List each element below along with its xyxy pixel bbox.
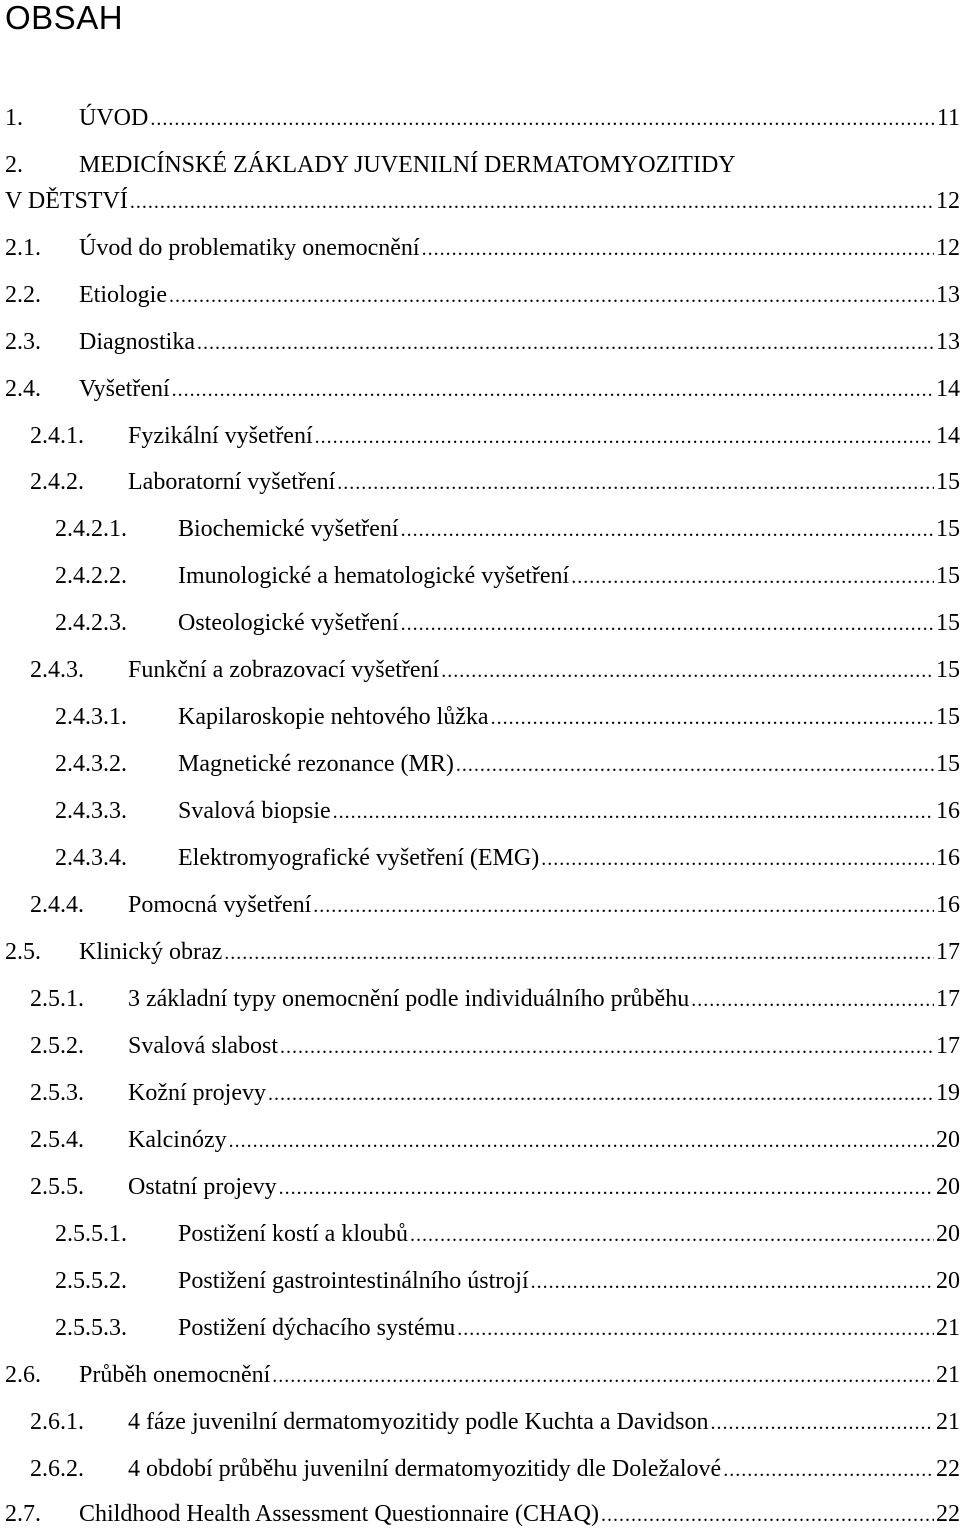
- toc-page: 21: [936, 1315, 960, 1341]
- toc-entry-2-6-2[interactable]: [0, 1454, 960, 1484]
- toc-label: Ostatní projevy: [128, 1174, 277, 1200]
- toc-number: 2.6.1.: [30, 1409, 84, 1435]
- toc-number: 2.4.2.2.: [55, 563, 127, 589]
- toc-entry-2-4-3-4[interactable]: [0, 843, 960, 873]
- toc-label: ÚVOD: [79, 105, 149, 131]
- toc-number: 2.4.2.3.: [55, 610, 127, 636]
- toc-number: 2.5.5.1.: [55, 1221, 127, 1247]
- dot-leader: [272, 1361, 934, 1391]
- toc-number: 2.5.: [5, 939, 41, 965]
- toc-entry-2-2[interactable]: [0, 280, 960, 310]
- toc-number: 2.4.3.4.: [55, 845, 127, 871]
- dot-leader: [130, 187, 934, 217]
- dot-leader: [268, 1079, 934, 1109]
- dot-leader: [197, 328, 934, 358]
- toc-entry-2-6-1[interactable]: [0, 1407, 960, 1437]
- dot-leader: [422, 234, 934, 264]
- dot-leader: [410, 1220, 934, 1250]
- toc-page: 15: [936, 657, 960, 683]
- dot-leader: [313, 891, 934, 921]
- toc-label: Svalová biopsie: [178, 798, 331, 824]
- toc-number: 2.5.4.: [30, 1127, 84, 1153]
- dot-leader: [280, 1032, 934, 1062]
- toc-entry-2-4-2-2[interactable]: [0, 561, 960, 591]
- toc-label: Pomocná vyšetření: [128, 892, 312, 918]
- toc-page: 20: [936, 1127, 960, 1153]
- toc-label: Biochemické vyšetření: [178, 516, 399, 542]
- toc-entry-2-4-1[interactable]: [0, 421, 960, 451]
- toc-page: 22: [936, 1456, 960, 1482]
- toc-number: 2.4.: [5, 376, 41, 402]
- toc-label: Funkční a zobrazovací vyšetření: [128, 657, 440, 683]
- toc-label: Postižení gastrointestinálního ústrojí: [178, 1268, 529, 1294]
- toc-number: 2.4.3.2.: [55, 751, 127, 777]
- toc-number: 2.6.: [5, 1362, 41, 1388]
- toc-number: 1.: [5, 105, 23, 131]
- toc-label: 4 fáze juvenilní dermatomyozitidy podle Kuchta a Davidson: [128, 1409, 709, 1435]
- toc-number: 2.4.3.1.: [55, 704, 127, 730]
- toc-label: Osteologické vyšetření: [178, 610, 399, 636]
- toc-label: Imunologické a hematologické vyšetření: [178, 563, 570, 589]
- toc-page: 20: [936, 1174, 960, 1200]
- toc-label: Vyšetření: [79, 376, 170, 402]
- dot-leader: [457, 1314, 934, 1344]
- dot-leader: [691, 985, 934, 1015]
- dot-leader: [172, 375, 934, 405]
- toc-entry-2-4-3-1[interactable]: [0, 702, 960, 732]
- toc-number: 2.4.3.3.: [55, 798, 127, 824]
- toc-number: 2.5.5.2.: [55, 1268, 127, 1294]
- toc-page: 14: [936, 376, 960, 402]
- toc-page: 17: [936, 939, 960, 965]
- toc-number: 2.2.: [5, 282, 41, 308]
- toc-entry-2-3[interactable]: [0, 327, 960, 357]
- toc-page: 21: [936, 1409, 960, 1435]
- toc-entry-1[interactable]: [0, 103, 960, 133]
- toc-label: Fyzikální vyšetření: [128, 423, 313, 449]
- toc-entry-2-4-2-1[interactable]: [0, 514, 960, 544]
- toc-label: 4 období průběhu juvenilní dermatomyozitidy dle Doležalové: [128, 1456, 722, 1482]
- toc-entry-2[interactable]: [0, 186, 960, 216]
- toc-entry-2-5-5-2[interactable]: [0, 1266, 960, 1296]
- toc-page: 15: [936, 751, 960, 777]
- dot-leader: [723, 1455, 934, 1485]
- toc-entry-2-7[interactable]: [0, 1499, 960, 1529]
- dot-leader: [279, 1173, 934, 1203]
- toc-label-line1: MEDICÍNSKÉ ZÁKLADY JUVENILNÍ DERMATOMYOZITIDY: [79, 152, 736, 178]
- toc-page: 20: [936, 1268, 960, 1294]
- dot-leader: [441, 656, 934, 686]
- toc-page: 16: [936, 798, 960, 824]
- toc-label: Kapilaroskopie nehtového lůžka: [178, 704, 489, 730]
- toc-entry-2-5-2[interactable]: [0, 1031, 960, 1061]
- dot-leader: [401, 609, 934, 639]
- dot-leader: [571, 562, 934, 592]
- toc-label: Laboratorní vyšetření: [128, 469, 336, 495]
- toc-label: Kalcinózy: [128, 1127, 227, 1153]
- toc-entry-2-5-1[interactable]: [0, 984, 960, 1014]
- toc-entry-2-4[interactable]: [0, 374, 960, 404]
- toc-number: 2.6.2.: [30, 1456, 84, 1482]
- dot-leader: [337, 468, 934, 498]
- dot-leader: [491, 703, 934, 733]
- toc-number: 2.4.2.1.: [55, 516, 127, 542]
- toc-label: V DĚTSTVÍ: [5, 188, 128, 214]
- dot-leader: [333, 797, 934, 827]
- toc-number: 2.3.: [5, 329, 41, 355]
- toc-entry-2-4-3[interactable]: [0, 655, 960, 685]
- toc-page: 15: [936, 563, 960, 589]
- toc-number: 2.4.3.: [30, 657, 84, 683]
- toc-label: Postižení kostí a kloubů: [178, 1221, 408, 1247]
- dot-leader: [711, 1408, 935, 1438]
- toc-label: Childhood Health Assessment Questionnaire (CHAQ): [79, 1501, 599, 1527]
- page-title: OBSAH: [5, 0, 124, 36]
- toc-entry-2-5-3[interactable]: [0, 1078, 960, 1108]
- toc-number: 2.5.2.: [30, 1033, 84, 1059]
- toc-page: 17: [936, 986, 960, 1012]
- dot-leader: [229, 1126, 934, 1156]
- toc-page: 13: [936, 282, 960, 308]
- dot-leader: [315, 422, 934, 452]
- toc-entry-2-5-5-1[interactable]: [0, 1219, 960, 1249]
- toc-page: 13: [936, 329, 960, 355]
- toc-entry-2-line1[interactable]: [0, 150, 960, 180]
- toc-page: 15: [936, 469, 960, 495]
- dot-leader: [531, 1267, 934, 1297]
- toc-number: 2.5.3.: [30, 1080, 84, 1106]
- dot-leader: [401, 515, 934, 545]
- toc-page: 16: [936, 845, 960, 871]
- dot-leader: [169, 281, 934, 311]
- toc-entry-2-1[interactable]: [0, 233, 960, 263]
- toc-entry-2-5[interactable]: [0, 937, 960, 967]
- toc-number: 2.4.1.: [30, 423, 84, 449]
- toc-label: Diagnostika: [79, 329, 195, 355]
- dot-leader: [150, 104, 935, 134]
- toc-entry-2-4-3-2[interactable]: [0, 749, 960, 779]
- toc-number: 2.5.5.3.: [55, 1315, 127, 1341]
- toc-entry-2-4-2[interactable]: [0, 467, 960, 497]
- toc-number: 2.: [5, 152, 23, 178]
- toc-page: 21: [936, 1362, 960, 1388]
- toc-number: 2.4.4.: [30, 892, 84, 918]
- toc-number: 2.7.: [5, 1501, 41, 1527]
- toc-page: 15: [936, 610, 960, 636]
- toc-page: 11: [936, 105, 960, 131]
- dot-leader: [541, 844, 934, 874]
- toc-page: 16: [936, 892, 960, 918]
- toc-label: Průběh onemocnění: [79, 1362, 271, 1388]
- toc-number: 2.4.2.: [30, 469, 84, 495]
- toc-label: 3 základní typy onemocnění podle individuálního průběhu: [128, 986, 690, 1012]
- toc-entry-2-6[interactable]: [0, 1360, 960, 1390]
- toc-label: Kožní projevy: [128, 1080, 266, 1106]
- toc-entry-2-5-5[interactable]: [0, 1172, 960, 1202]
- toc-entry-2-5-4[interactable]: [0, 1125, 960, 1155]
- toc-page: 12: [936, 235, 960, 261]
- toc-number: 2.5.1.: [30, 986, 84, 1012]
- toc-label: Postižení dýchacího systému: [178, 1315, 456, 1341]
- toc-page: 22: [936, 1501, 960, 1527]
- toc-number: 2.5.5.: [30, 1174, 84, 1200]
- toc-label: Etiologie: [79, 282, 167, 308]
- toc-page: 12: [936, 188, 960, 214]
- toc-page: 15: [936, 516, 960, 542]
- toc-label: Svalová slabost: [128, 1033, 278, 1059]
- dot-leader: [601, 1500, 934, 1530]
- toc-page: 20: [936, 1221, 960, 1247]
- toc-label: Klinický obraz: [79, 939, 223, 965]
- toc-label: Elektromyografické vyšetření (EMG): [178, 845, 540, 871]
- toc-page: 17: [936, 1033, 960, 1059]
- toc-entry-2-4-3-3[interactable]: [0, 796, 960, 826]
- toc-label: Magnetické rezonance (MR): [178, 751, 454, 777]
- toc-entry-2-4-2-3[interactable]: [0, 608, 960, 638]
- toc-label: Úvod do problematiky onemocnění: [79, 235, 420, 261]
- toc-entry-2-4-4[interactable]: [0, 890, 960, 920]
- toc-page: 14: [936, 423, 960, 449]
- toc-entry-2-5-5-3[interactable]: [0, 1313, 960, 1343]
- toc-page: 15: [936, 704, 960, 730]
- dot-leader: [224, 938, 934, 968]
- toc-page: 19: [936, 1080, 960, 1106]
- toc-number: 2.1.: [5, 235, 41, 261]
- dot-leader: [456, 750, 934, 780]
